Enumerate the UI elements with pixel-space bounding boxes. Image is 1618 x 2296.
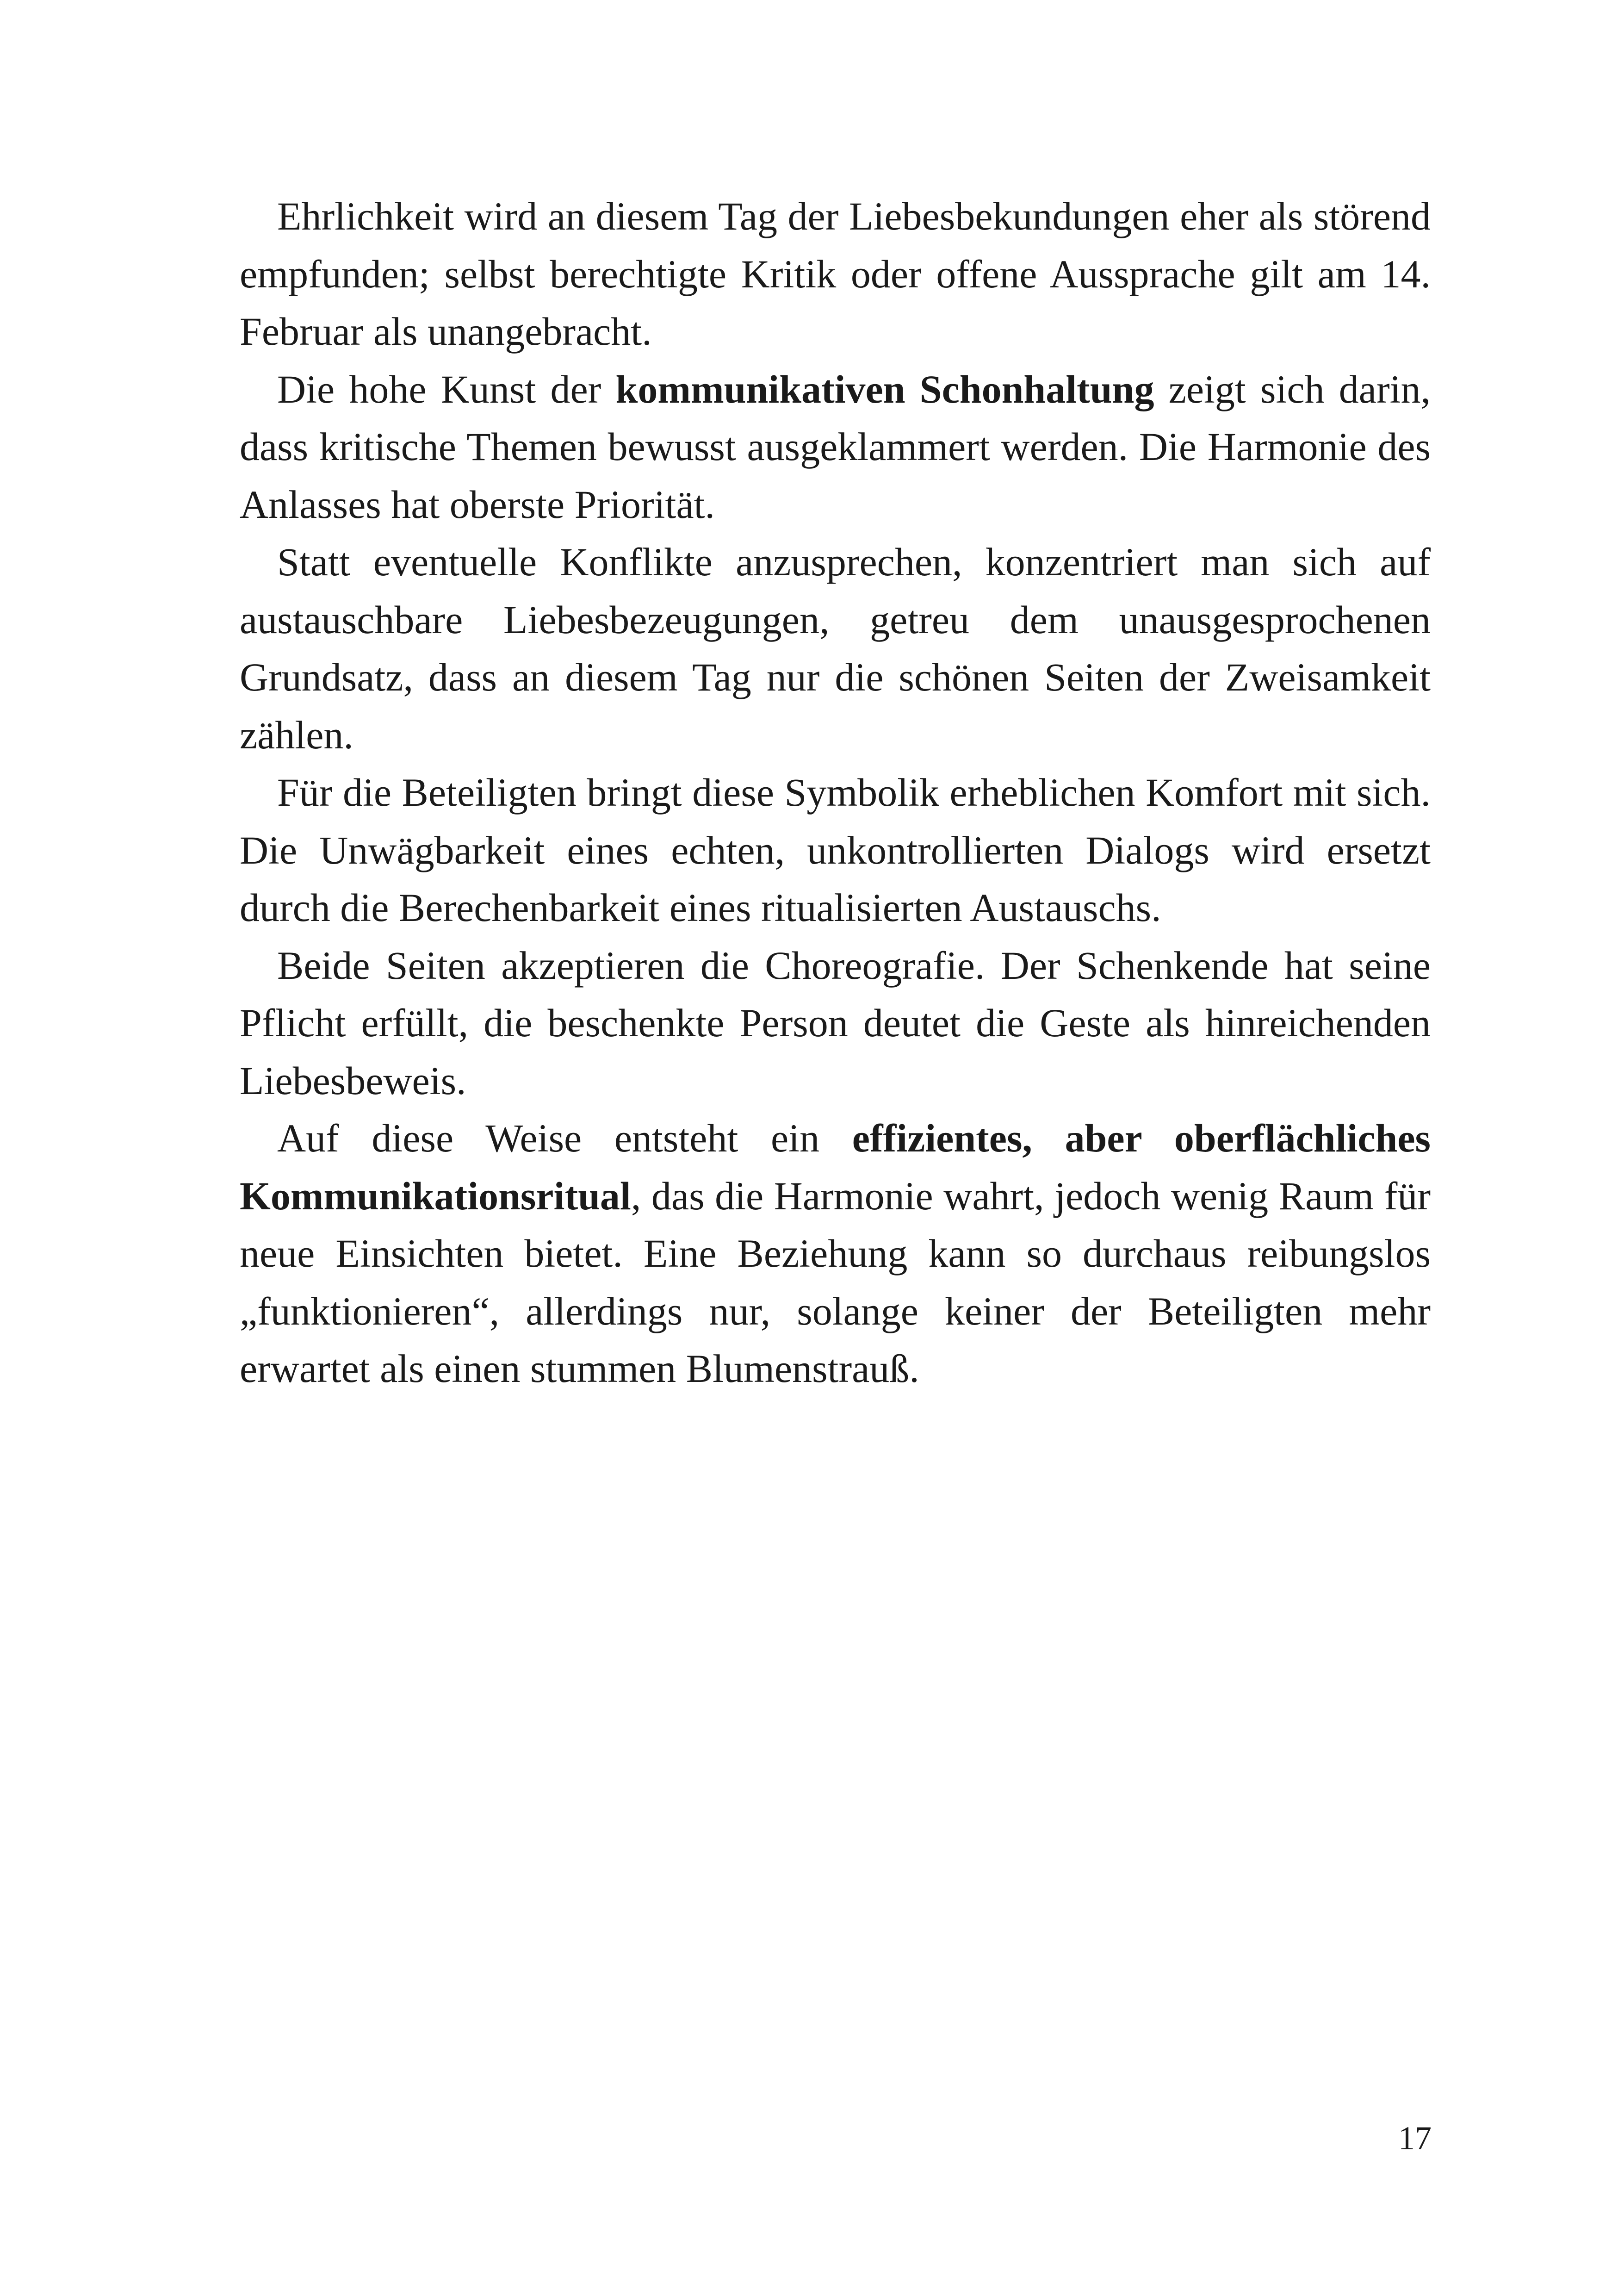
paragraph-5-text: Beide Seiten akzeptieren die Choreografie. Der Schenkende hat seine Pflicht erfüllt, die beschenkte Person deutet die Geste als hinreichenden Liebesbeweis.: [240, 943, 1431, 1103]
paragraph-3: [240, 533, 1431, 764]
paragraph-1: [240, 187, 1431, 361]
paragraph-2-text-a: Die hohe Kunst der: [277, 367, 616, 411]
paragraph-6: [240, 1109, 1431, 1398]
body-text: [240, 187, 1431, 1398]
paragraph-6-emphasis: effizientes, aber oberflächliches Kommunikationsritual: [240, 1116, 1431, 1218]
paragraph-4: [240, 764, 1431, 937]
paragraph-2-emphasis: kommunikativen Schonhaltung: [615, 367, 1154, 411]
paragraph-5: [240, 937, 1431, 1110]
paragraph-6-text-b: , das die Harmonie wahrt, jedoch wenig Raum für neue Einsichten bietet. Eine Beziehung kann so durchaus reibungslos „funktionieren“, allerdings nur, solange keiner der Beteiligten mehr erwartet als einen stummen Blumenstrauß.: [240, 1173, 1431, 1391]
paragraph-2: [240, 361, 1431, 534]
paragraph-1-text: Ehrlichkeit wird an diesem Tag der Liebesbekundungen eher als störend empfunden; selbst berechtigte Kritik oder offene Aussprache gilt am 14. Februar als unangebracht.: [240, 194, 1431, 354]
paragraph-2-text-b: zeigt sich darin, dass kritische Themen bewusst ausgeklammert werden. Die Harmonie des Anlasses hat oberste Priorität.: [240, 367, 1431, 527]
paragraph-4-text: Für die Beteiligten bringt diese Symbolik erheblichen Komfort mit sich. Die Unwägbarkeit eines echten, unkontrollierten Dialogs wird ersetzt durch die Berechenbarkeit eines ritualisierten Austauschs.: [240, 770, 1431, 930]
page-number: 17: [1398, 2120, 1432, 2157]
paragraph-3-text: Statt eventuelle Konflikte anzusprechen, konzentriert man sich auf austauschbare Liebesbezeugungen, getreu dem unausgesprochenen Grundsatz, dass an diesem Tag nur die schönen Seiten der Zweisamkeit zählen.: [240, 540, 1431, 757]
paragraph-6-text-a: Auf diese Weise entsteht ein: [277, 1116, 852, 1160]
